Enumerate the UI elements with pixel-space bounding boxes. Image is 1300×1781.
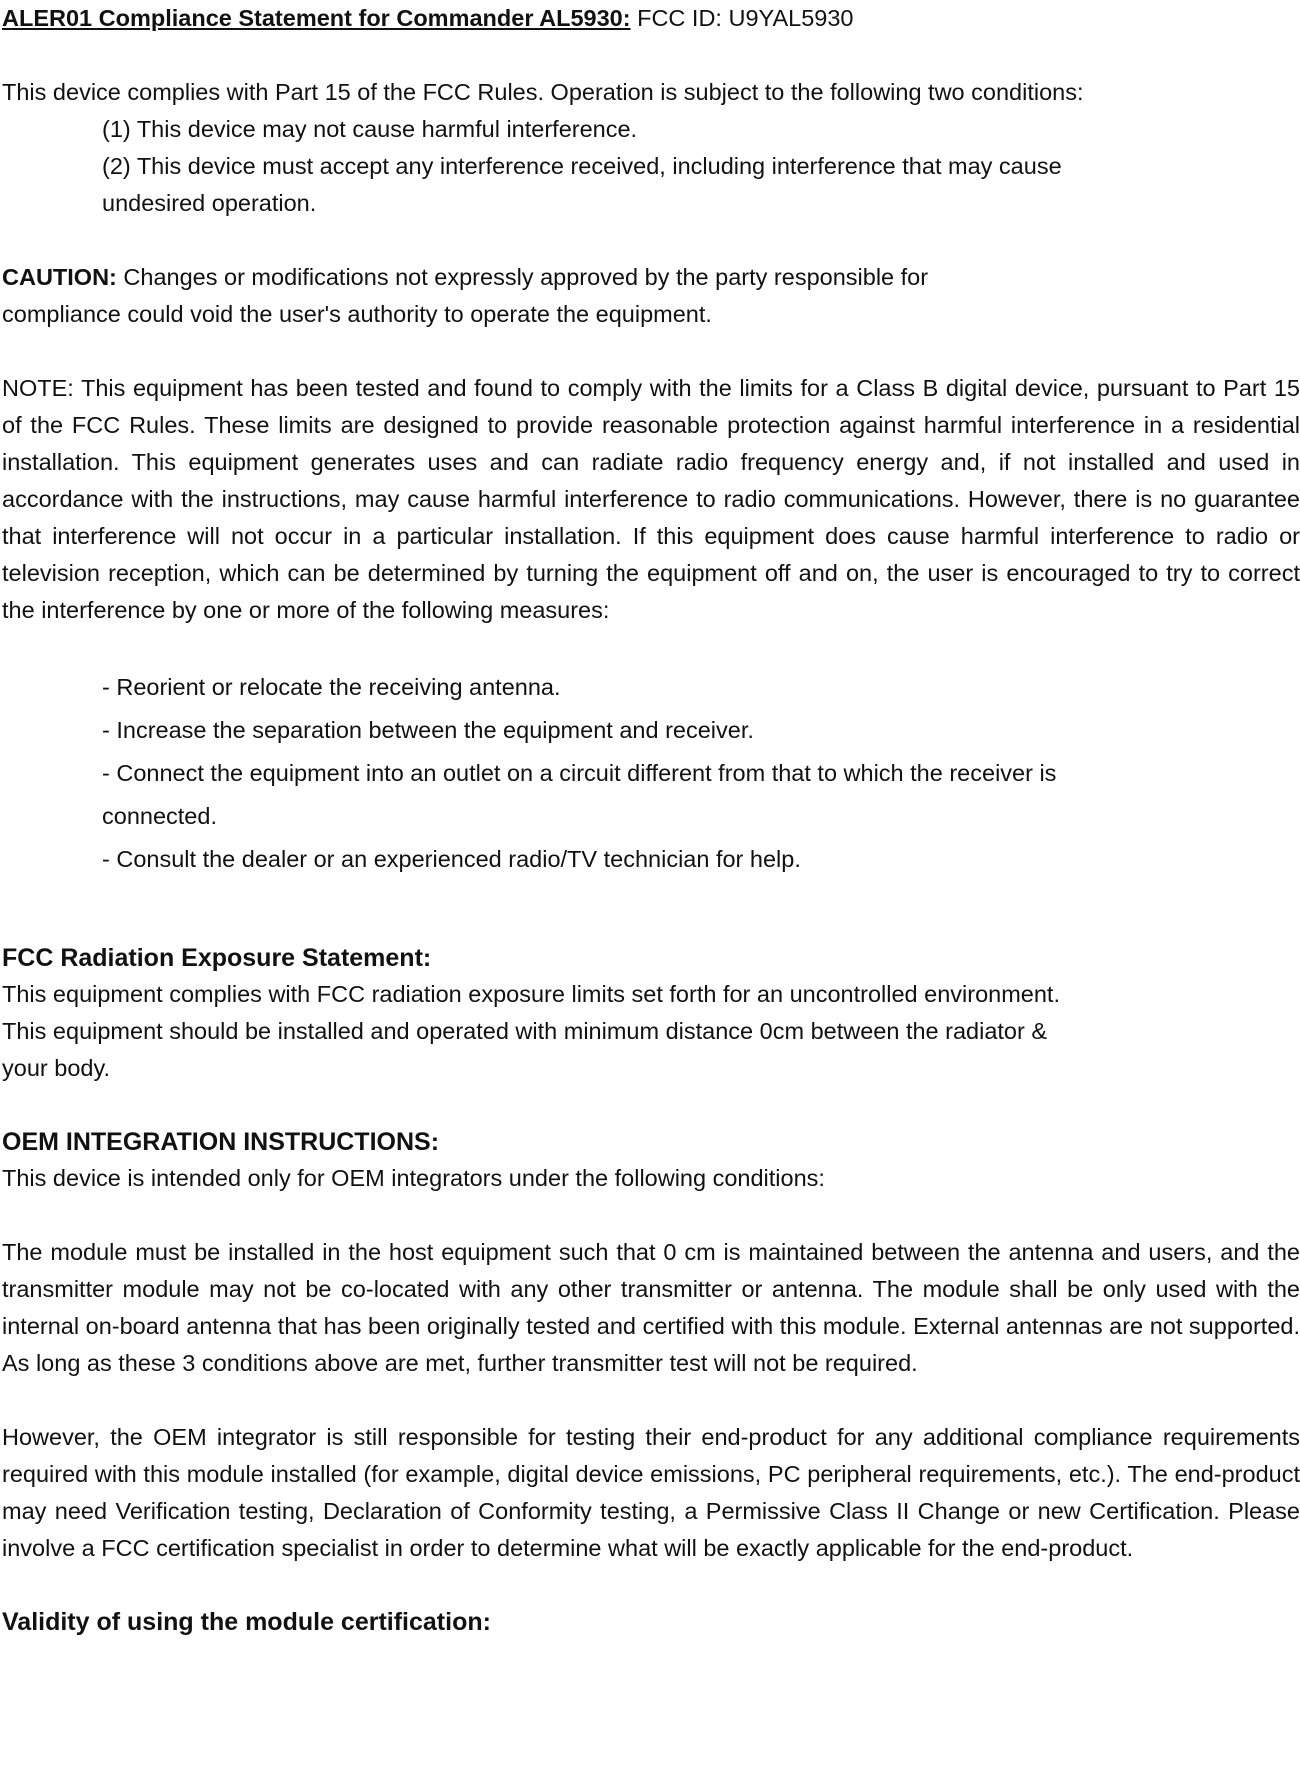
spacer <box>2 222 1298 259</box>
oem-paragraph-1: The module must be installed in the host equipment such that 0 cm is maintained between the antenna and users, and the transmitter module may not be co-located with any other transmitter or antenna. The module shall be only used with the internal on-board antenna that has been originally tested and certified with this module. External antennas are not supported. As long as these 3 conditions above are met, further transmitter test will not be required. <box>2 1239 1300 1376</box>
caution-line-2: compliance could void the user's authority to operate the equipment. <box>2 301 712 327</box>
condition-2-line-1: (2) This device must accept any interference received, including interference that may cause <box>102 153 1062 179</box>
condition-2-line-2: undesired operation. <box>102 190 317 216</box>
fcc-id: FCC ID: U9YAL5930 <box>630 5 854 31</box>
compliance-statement: This device complies with Part 15 of the FCC Rules. Operation is subject to the following two conditions: <box>2 79 1084 105</box>
spacer <box>2 37 1298 74</box>
measure-item-3-line-1: - Connect the equipment into an outlet on a circuit different from that to which the receiver is <box>102 760 1057 786</box>
spacer <box>2 1087 1298 1124</box>
measure-item-2: - Increase the separation between the equipment and receiver. <box>102 717 754 743</box>
spacer <box>2 333 1298 370</box>
document-title: ALER01 Compliance Statement for Commander AL5930: <box>2 5 631 31</box>
spacer <box>2 1382 1298 1419</box>
oem-heading: OEM INTEGRATION INSTRUCTIONS: <box>2 1128 440 1156</box>
measure-item-3-line-2: connected. <box>102 803 217 829</box>
measure-item-1: - Reorient or relocate the receiving antenna. <box>102 674 561 700</box>
oem-intro: This device is intended only for OEM integrators under the following conditions: <box>2 1165 825 1191</box>
radiation-line-1: This equipment complies with FCC radiation exposure limits set forth for an uncontrolled environment. <box>2 981 1060 1007</box>
note-paragraph: NOTE: This equipment has been tested and found to comply with the limits for a Class B digital device, pursuant to Part 15 of the FCC Rules. These limits are designed to provide reasonable protection against harmful interference in a residential installation. This equipment generates uses and can radiate radio frequency energy and, if not installed and used in accordance with the instructions, may cause harmful interference to radio communications. However, there is no guarantee that interference will not occur in a particular installation. If this equipment does cause harmful interference to radio or television reception, which can be determined by turning the equipment off and on, the user is encouraged to try to correct the interference by one or more of the following measures: <box>2 375 1300 623</box>
oem-paragraph-2: However, the OEM integrator is still responsible for testing their end-product for any additional compliance requirements required with this module installed (for example, digital device emissions, PC peripheral requirements, etc.). The end-product may need Verification testing, Declaration of Conformity testing, a Permissive Class II Change or new Certification. Please involve a FCC certification specialist in order to determine what will be exactly applicable for the end-product. <box>2 1424 1300 1561</box>
spacer <box>2 1197 1298 1234</box>
radiation-heading: FCC Radiation Exposure Statement: <box>2 944 432 972</box>
radiation-line-2: This equipment should be installed and operated with minimum distance 0cm between the radiator & <box>2 1018 1048 1044</box>
caution-text: Changes or modifications not expressly approved by the party responsible for <box>116 264 929 290</box>
measure-item-4: - Consult the dealer or an experienced radio/TV technician for help. <box>102 846 801 872</box>
validity-heading: Validity of using the module certification: <box>2 1608 491 1636</box>
radiation-line-3: your body. <box>2 1055 110 1081</box>
spacer <box>2 629 1298 666</box>
spacer <box>2 1567 1298 1604</box>
document-header <box>2 0 1298 37</box>
caution-line-1 <box>2 259 1298 296</box>
spacer <box>2 918 1298 940</box>
spacer <box>2 881 1298 918</box>
condition-1: (1) This device may not cause harmful interference. <box>102 116 638 142</box>
caution-label: CAUTION: <box>2 264 117 290</box>
